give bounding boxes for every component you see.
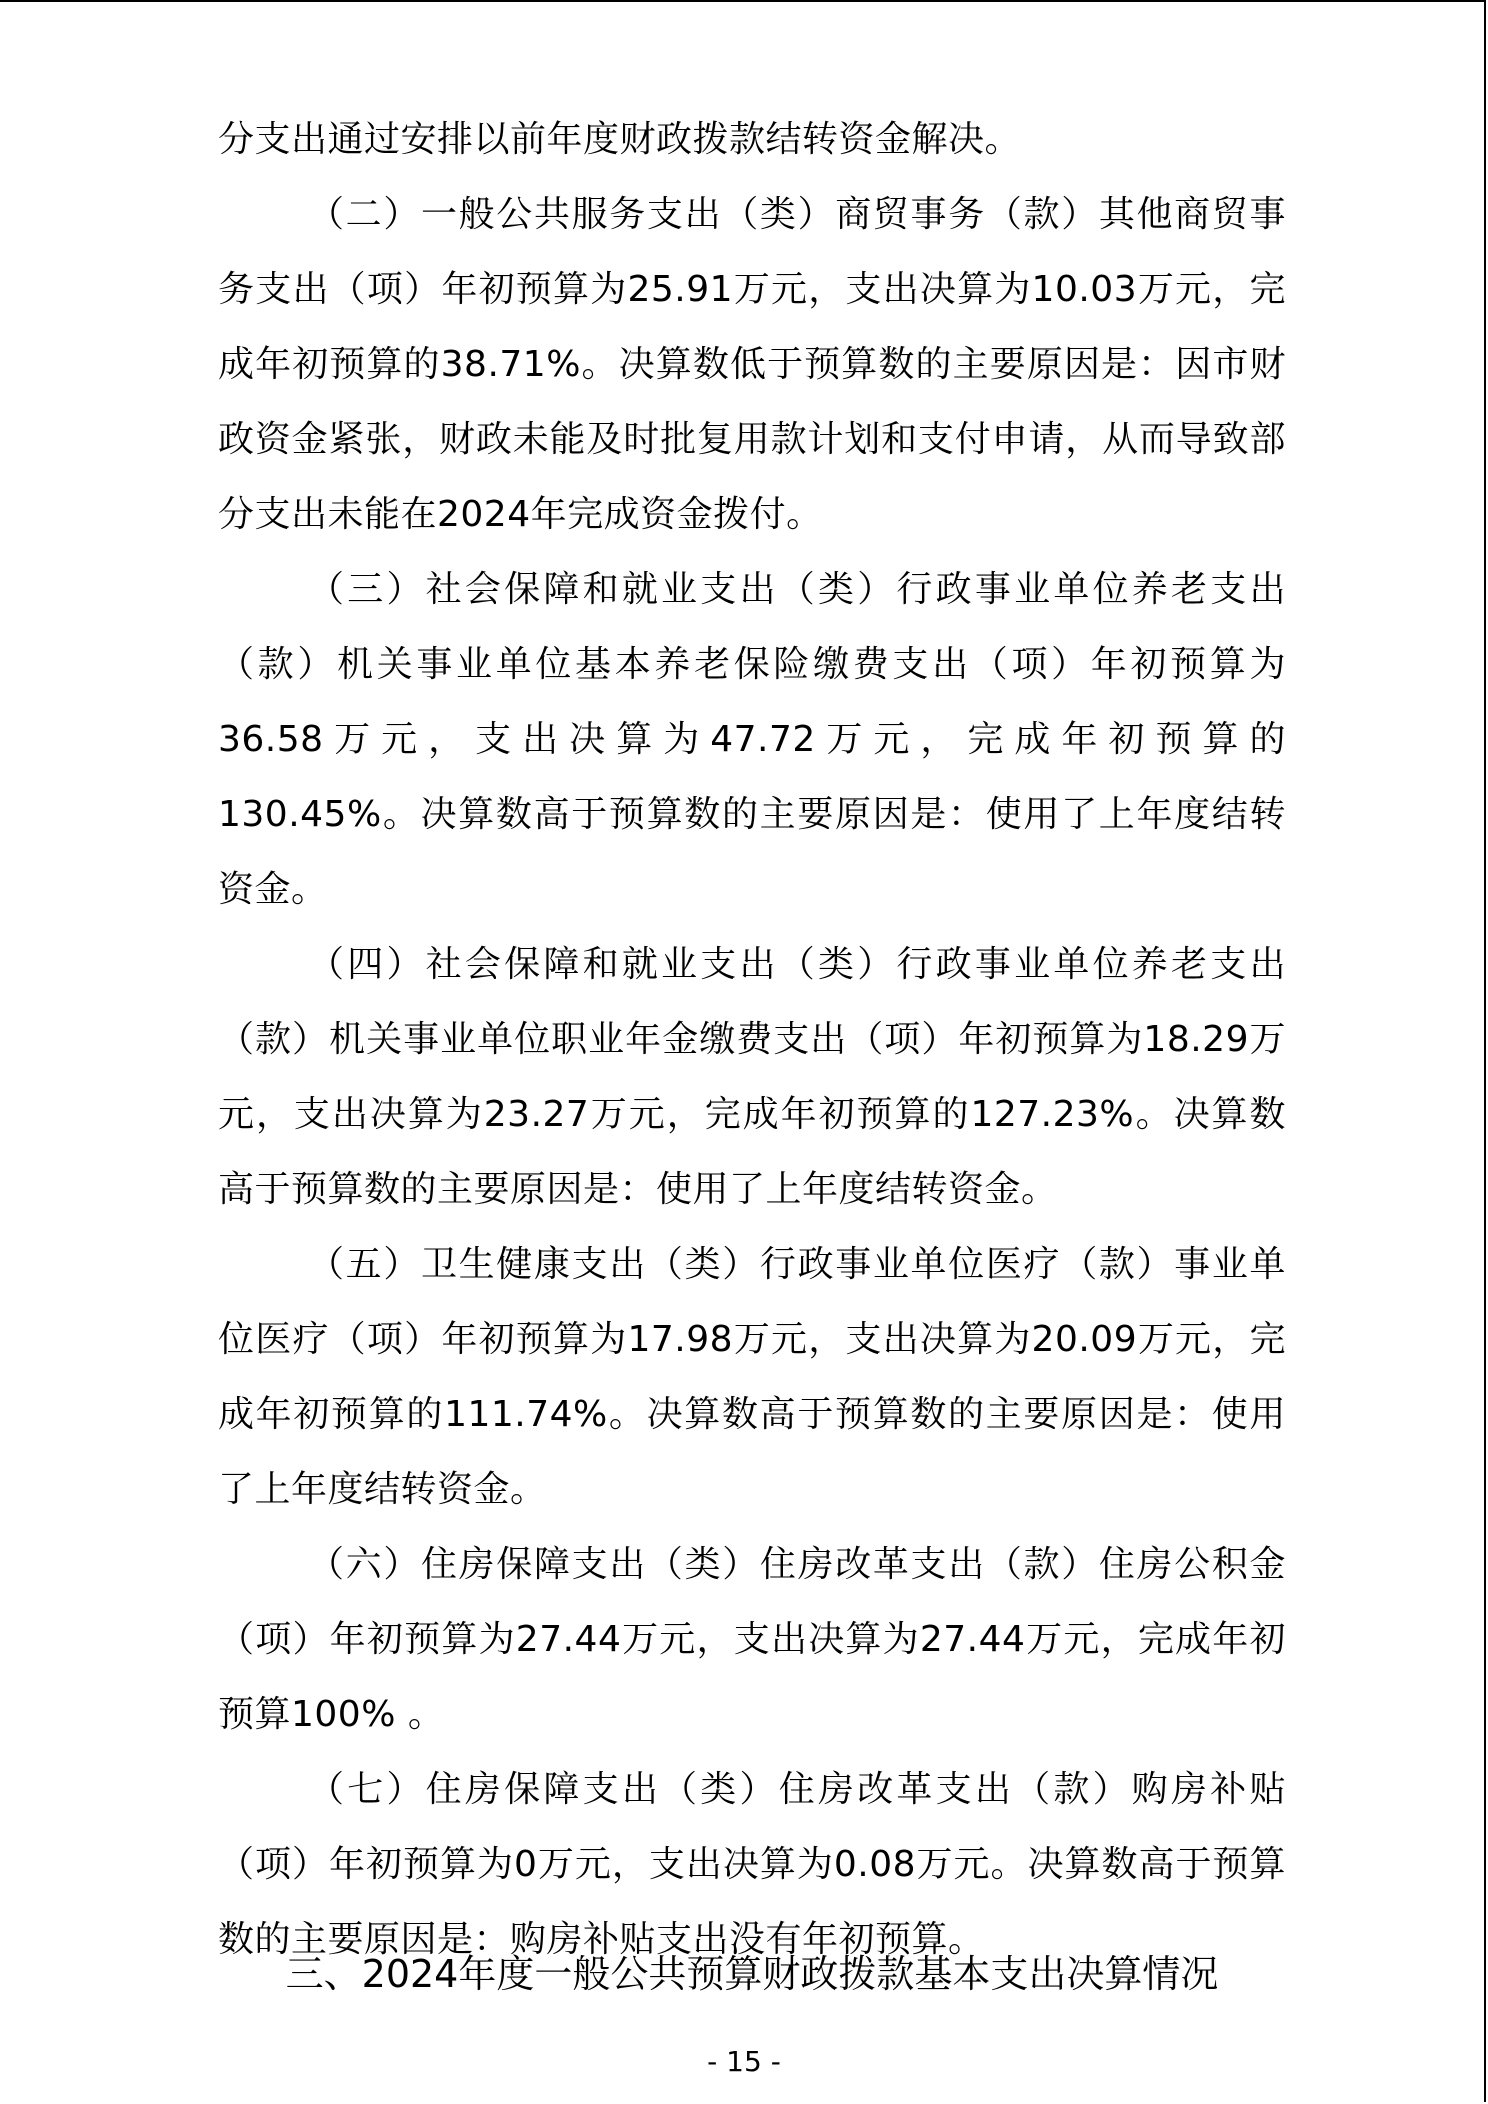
paragraph-item-7: （七）住房保障支出（类）住房改革支出（款）购房补贴（项）年初预算为0万元，支出决算为0.08万元。决算数高于预算数的主要原因是：购房补贴支出没有年初预算。 <box>218 1769 1286 1960</box>
paragraph-item-6: （六）住房保障支出（类）住房改革支出（款）住房公积金（项）年初预算为27.44万元，支出决算为27.44万元，完成年初预算100% 。 <box>218 1544 1286 1735</box>
document-body <box>218 102 1286 1977</box>
paragraph-item-5: （五）卫生健康支出（类）行政事业单位医疗（款）事业单位医疗（项）年初预算为17.98万元，支出决算为20.09万元，完成年初预算的111.74%。决算数高于预算数的主要原因是：使用了上年度结转资金。 <box>218 1244 1286 1510</box>
paragraph-item-4: （四）社会保障和就业支出（类）行政事业单位养老支出（款）机关事业单位职业年金缴费支出（项）年初预算为18.29万元，支出决算为23.27万元，完成年初预算的127.23%。决算数高于预算数的主要原因是：使用了上年度结转资金。 <box>218 944 1286 1210</box>
section-heading: 三、2024年度一般公共预算财政拨款基本支出决算情况 <box>285 1952 1219 1996</box>
paragraph-item-3: （三）社会保障和就业支出（类）行政事业单位养老支出（款）机关事业单位基本养老保险缴费支出（项）年初预算为36.58万元，支出决算为47.72万元，完成年初预算的130.45%。决算数高于预算数的主要原因是：使用了上年度结转资金。 <box>218 569 1286 910</box>
page-number: - 15 - <box>707 2045 781 2078</box>
paragraph-continuation: 分支出通过安排以前年度财政拨款结转资金解决。 <box>218 119 1022 160</box>
paragraph-item-2: （二）一般公共服务支出（类）商贸事务（款）其他商贸事务支出（项）年初预算为25.91万元，支出决算为10.03万元，完成年初预算的38.71%。决算数低于预算数的主要原因是：因市财政资金紧张，财政未能及时批复用款计划和支付申请，从而导致部分支出未能在2024年完成资金拨付。 <box>218 194 1286 535</box>
